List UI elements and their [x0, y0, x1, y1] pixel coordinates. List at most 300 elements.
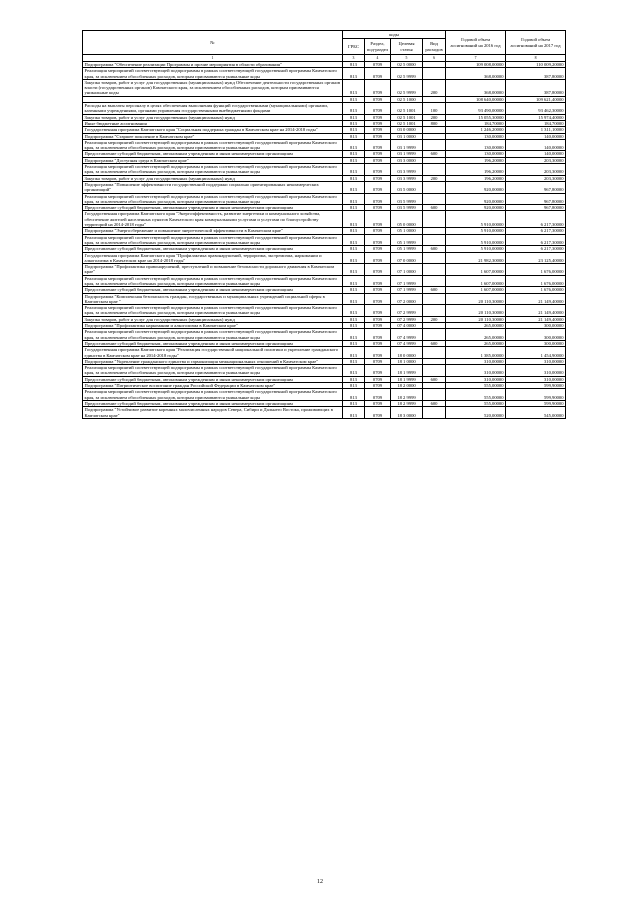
- row-amount-2016-cell: 1 607,00000: [446, 287, 506, 293]
- row-name-cell: Иные бюджетные ассигнования: [83, 120, 343, 126]
- row-name-cell: Государственная программа Камчатского края "Профилактика правонарушений, терроризма, экстремизма, наркомании и алкоголизма в Камчатском крае на 2014-2018 годы": [83, 252, 343, 264]
- row-name-cell: Предоставление субсидий бюджетным, автономным учреждениям и иным некоммерческим организациям: [83, 400, 343, 406]
- row-grbs-cell: 813: [343, 62, 365, 68]
- row-exp-type-cell: 600: [423, 400, 446, 406]
- row-grbs-cell: 813: [343, 305, 365, 317]
- row-exp-type-cell: 100: [423, 103, 446, 115]
- row-amount-2016-cell: 368,00000: [446, 68, 506, 80]
- row-amount-2016-cell: 20 110,30000: [446, 293, 506, 305]
- table-row: [83, 139, 566, 151]
- header-codes-group: коды: [343, 31, 446, 39]
- row-name-cell: Подпрограмма "Устойчивое развитие коренных малочисленных народов Севера, Сибири и Дальнего Востока, проживающих в Камчатском крае": [83, 407, 343, 419]
- row-exp-type-cell: [423, 139, 446, 151]
- row-exp-type-cell: 200: [423, 175, 446, 181]
- column-number: 7: [446, 55, 506, 62]
- row-section-cell: 0709: [365, 96, 391, 102]
- row-name-cell: Предоставление субсидий бюджетным, автономным учреждениям и иным некоммерческим организациям: [83, 246, 343, 252]
- row-section-cell: 0709: [365, 164, 391, 176]
- row-target-cell: 07 1 9999: [391, 275, 423, 287]
- row-name-cell: Реализация мероприятий соответствующей подпрограммы в рамках соответствующей государственной программы Камчатского края, за исключением обособленных расходов, которым присваиваются уникальные коды: [83, 193, 343, 205]
- row-target-cell: 07 4 9999: [391, 340, 423, 346]
- row-target-cell: 05 1 9999: [391, 246, 423, 252]
- row-section-cell: 0709: [365, 234, 391, 246]
- table-row: [83, 193, 566, 205]
- row-amount-2016-cell: 5 910,00000: [446, 211, 506, 228]
- row-name-cell: Подпрограмма "Повышение эффективности государственной поддержки социально ориентированных некоммерческих организаций": [83, 181, 343, 193]
- row-target-cell: 03 0 0000: [391, 127, 423, 133]
- row-section-cell: 0709: [365, 316, 391, 322]
- row-target-cell: 03 3 0000: [391, 157, 423, 163]
- row-grbs-cell: 813: [343, 79, 365, 96]
- row-amount-2017-cell: 387,80000: [506, 68, 566, 80]
- row-amount-2016-cell: 555,00000: [446, 389, 506, 401]
- row-amount-2016-cell: 196,20000: [446, 164, 506, 176]
- row-amount-2016-cell: 920,00000: [446, 205, 506, 211]
- row-name-cell: Подпрограмма "Обеспечение реализации Программы и прочие мероприятия в области образования": [83, 62, 343, 68]
- row-amount-2017-cell: 203,30000: [506, 175, 566, 181]
- row-name-cell: Государственная программа Камчатского края "Реализация государственной национальной политики и укрепление гражданского единства в Камчатском крае на 2014-2018 годы": [83, 347, 343, 359]
- row-amount-2016-cell: 5 910,00000: [446, 234, 506, 246]
- row-amount-2017-cell: 203,30000: [506, 164, 566, 176]
- row-grbs-cell: 813: [343, 264, 365, 276]
- row-amount-2016-cell: 15 055,30000: [446, 114, 506, 120]
- row-section-cell: 0709: [365, 407, 391, 419]
- row-name-cell: Подпрограмма "Профилактика наркомании и алкоголизма в Камчатском крае": [83, 323, 343, 329]
- row-section-cell: 0709: [365, 68, 391, 80]
- row-exp-type-cell: 600: [423, 376, 446, 382]
- row-amount-2016-cell: 520,00000: [446, 407, 506, 419]
- row-grbs-cell: 813: [343, 120, 365, 126]
- row-target-cell: 07 4 0000: [391, 323, 423, 329]
- table-row: [83, 347, 566, 359]
- row-amount-2016-cell: 1 385,00000: [446, 347, 506, 359]
- column-number: 1: [83, 55, 343, 62]
- table-header: [83, 31, 566, 55]
- column-number-row: [83, 55, 566, 62]
- budget-table-sheet: [82, 30, 565, 419]
- row-amount-2016-cell: 368,00000: [446, 79, 506, 96]
- header-2017: Годовой объем ассигнований на 2017 год: [506, 31, 566, 55]
- row-grbs-cell: 813: [343, 407, 365, 419]
- row-amount-2017-cell: 109 621,40000: [506, 96, 566, 102]
- row-target-cell: 02 5 9999: [391, 79, 423, 96]
- table-row: [83, 365, 566, 377]
- row-amount-2017-cell: 21 149,40000: [506, 316, 566, 322]
- row-exp-type-cell: [423, 193, 446, 205]
- row-target-cell: 18 2 0000: [391, 383, 423, 389]
- row-amount-2016-cell: 130,00000: [446, 139, 506, 151]
- row-amount-2017-cell: 599,90000: [506, 383, 566, 389]
- row-grbs-cell: 813: [343, 275, 365, 287]
- table-body: [83, 55, 566, 419]
- row-amount-2016-cell: 1 607,00000: [446, 264, 506, 276]
- table-row: [83, 329, 566, 341]
- row-section-cell: 0709: [365, 329, 391, 341]
- row-exp-type-cell: 600: [423, 151, 446, 157]
- row-exp-type-cell: [423, 275, 446, 287]
- row-section-cell: 0709: [365, 340, 391, 346]
- row-exp-type-cell: 200: [423, 114, 446, 120]
- row-amount-2017-cell: 599,90000: [506, 389, 566, 401]
- header-target: Целевая статья: [391, 39, 423, 55]
- row-section-cell: 0709: [365, 181, 391, 193]
- table-row: [83, 164, 566, 176]
- row-section-cell: 0709: [365, 139, 391, 151]
- row-grbs-cell: 813: [343, 389, 365, 401]
- row-amount-2017-cell: 93 462,30000: [506, 103, 566, 115]
- row-name-cell: Подпрограмма "Патриотическое воспитание граждан Российской Федерации в Камчатском крае": [83, 383, 343, 389]
- row-exp-type-cell: 800: [423, 120, 446, 126]
- row-amount-2016-cell: 265,00000: [446, 329, 506, 341]
- row-exp-type-cell: [423, 365, 446, 377]
- row-exp-type-cell: [423, 264, 446, 276]
- row-grbs-cell: 813: [343, 293, 365, 305]
- row-grbs-cell: 813: [343, 193, 365, 205]
- row-exp-type-cell: [423, 293, 446, 305]
- row-amount-2017-cell: 6 217,30000: [506, 211, 566, 228]
- row-name-cell: Расходы на выплаты персоналу в целях обеспечения выполнения функций государственными (муниципальными) органами, казенными учреждениями, органами управления государственными внебюджетными фондами: [83, 103, 343, 115]
- row-target-cell: 18 1 9999: [391, 376, 423, 382]
- row-grbs-cell: 813: [343, 164, 365, 176]
- row-name-cell: Предоставление субсидий бюджетным, автономным учреждениям и иным некоммерческим организациям: [83, 340, 343, 346]
- row-amount-2016-cell: 920,00000: [446, 193, 506, 205]
- row-grbs-cell: 813: [343, 103, 365, 115]
- row-grbs-cell: 813: [343, 175, 365, 181]
- row-name-cell: Предоставление субсидий бюджетным, автономным учреждениям и иным некоммерческим организациям: [83, 376, 343, 382]
- row-grbs-cell: 813: [343, 181, 365, 193]
- row-name-cell: Предоставление субсидий бюджетным, автономным учреждениям и иным некоммерческим организациям: [83, 151, 343, 157]
- row-exp-type-cell: [423, 305, 446, 317]
- row-amount-2016-cell: 20 110,30000: [446, 305, 506, 317]
- row-name-cell: Закупка товаров, работ и услуг для государственных (муниципальных) нужд: [83, 114, 343, 120]
- row-grbs-cell: 813: [343, 252, 365, 264]
- row-amount-2017-cell: 15 974,40000: [506, 114, 566, 120]
- row-amount-2017-cell: 300,00000: [506, 329, 566, 341]
- row-grbs-cell: 813: [343, 400, 365, 406]
- row-amount-2016-cell: 1 246,20000: [446, 127, 506, 133]
- row-grbs-cell: 813: [343, 139, 365, 151]
- row-amount-2017-cell: 1 311,10000: [506, 127, 566, 133]
- header-no: №: [83, 31, 343, 55]
- row-target-cell: 18 0 0000: [391, 347, 423, 359]
- row-grbs-cell: 813: [343, 211, 365, 228]
- table-row: [83, 252, 566, 264]
- table-row: [83, 275, 566, 287]
- row-exp-type-cell: [423, 347, 446, 359]
- table-row: [83, 293, 566, 305]
- row-target-cell: 02 5 1001: [391, 103, 423, 115]
- row-target-cell: 07 2 0000: [391, 293, 423, 305]
- row-name-cell: Подпрограмма "Комплексная безопасность граждан, государственных и муниципальных учреждений социальной сферы в Камчатском крае ": [83, 293, 343, 305]
- row-amount-2016-cell: 21 982,30000: [446, 252, 506, 264]
- row-amount-2016-cell: 310,00000: [446, 365, 506, 377]
- row-amount-2016-cell: 93 490,00000: [446, 103, 506, 115]
- row-grbs-cell: 813: [343, 96, 365, 102]
- table-row: [83, 389, 566, 401]
- row-grbs-cell: 813: [343, 234, 365, 246]
- row-grbs-cell: 813: [343, 133, 365, 139]
- table-row: [83, 181, 566, 193]
- row-amount-2016-cell: 196,20000: [446, 157, 506, 163]
- row-section-cell: 0709: [365, 193, 391, 205]
- row-name-cell: Реализация мероприятий соответствующей подпрограммы в рамках соответствующей государственной программы Камчатского края, за исключением обособленных расходов, которым присваиваются уникальные коды: [83, 68, 343, 80]
- row-exp-type-cell: [423, 68, 446, 80]
- row-exp-type-cell: [423, 181, 446, 193]
- row-section-cell: 0709: [365, 389, 391, 401]
- row-section-cell: 0709: [365, 175, 391, 181]
- row-section-cell: 0709: [365, 287, 391, 293]
- table-row: [83, 211, 566, 228]
- row-amount-2017-cell: 967,80000: [506, 193, 566, 205]
- row-amount-2017-cell: 599,90000: [506, 400, 566, 406]
- row-grbs-cell: 813: [343, 323, 365, 329]
- row-section-cell: 0709: [365, 120, 391, 126]
- row-section-cell: 0709: [365, 383, 391, 389]
- row-exp-type-cell: 600: [423, 340, 446, 346]
- row-section-cell: 0709: [365, 376, 391, 382]
- header-2016: Годовой объем ассигнований на 2016 год: [446, 31, 506, 55]
- row-name-cell: Закупка товаров, работ и услуг для государственных (муниципальных) нужд: [83, 316, 343, 322]
- row-amount-2016-cell: 555,00000: [446, 383, 506, 389]
- row-amount-2017-cell: 387,80000: [506, 79, 566, 96]
- table-row: [83, 407, 566, 419]
- row-name-cell: Подпрограмма "Профилактика правонарушений, преступлений и повышение безопасности дорожного движения в Камчатском крае": [83, 264, 343, 276]
- row-target-cell: 07 2 9999: [391, 305, 423, 317]
- row-grbs-cell: 813: [343, 114, 365, 120]
- row-grbs-cell: 813: [343, 157, 365, 163]
- row-amount-2016-cell: 555,00000: [446, 400, 506, 406]
- row-name-cell: Подпрограмма "Энергосбережение и повышение энергетической эффективности в Камчатском крае": [83, 228, 343, 234]
- row-section-cell: 0709: [365, 305, 391, 317]
- row-grbs-cell: 813: [343, 228, 365, 234]
- row-grbs-cell: 813: [343, 246, 365, 252]
- row-name-cell: Реализация мероприятий соответствующей подпрограммы в рамках соответствующей государственной программы Камчатского края, за исключением обособленных расходов, которым присваиваются уникальные коды: [83, 365, 343, 377]
- row-name-cell: Подпрограмма "Доступная среда в Камчатском крае": [83, 157, 343, 163]
- row-target-cell: 18 2 9999: [391, 389, 423, 401]
- row-amount-2017-cell: 6 217,30000: [506, 234, 566, 246]
- row-exp-type-cell: 200: [423, 79, 446, 96]
- row-target-cell: 07 1 9999: [391, 287, 423, 293]
- row-grbs-cell: 813: [343, 358, 365, 364]
- row-target-cell: 18 3 0000: [391, 407, 423, 419]
- header-section: Раздел, под-раздел: [365, 39, 391, 55]
- row-grbs-cell: 813: [343, 151, 365, 157]
- row-name-cell: Реализация мероприятий соответствующей подпрограммы в рамках соответствующей государственной программы Камчатского края, за исключением обособленных расходов, которым присваиваются уникальные коды: [83, 305, 343, 317]
- row-amount-2017-cell: 184,70000: [506, 120, 566, 126]
- row-target-cell: 03 1 0000: [391, 133, 423, 139]
- row-amount-2017-cell: 140,00000: [506, 133, 566, 139]
- row-amount-2016-cell: 184,70000: [446, 120, 506, 126]
- row-target-cell: 02 5 1001: [391, 114, 423, 120]
- row-section-cell: 0709: [365, 365, 391, 377]
- row-target-cell: 03 1 9999: [391, 139, 423, 151]
- row-target-cell: 05 1 0000: [391, 228, 423, 234]
- row-target-cell: 02 5 1001: [391, 120, 423, 126]
- row-amount-2017-cell: 110 009,20000: [506, 62, 566, 68]
- row-amount-2017-cell: 6 217,30000: [506, 246, 566, 252]
- column-number: 8: [506, 55, 566, 62]
- row-name-cell: Государственная программа Камчатского края "Социальная поддержка граждан в Камчатском крае на 2014-2018 годы": [83, 127, 343, 133]
- row-name-cell: Реализация мероприятий соответствующей подпрограммы в рамках соответствующей государственной программы Камчатского края, за исключением обособленных расходов, которым присваиваются уникальные коды: [83, 275, 343, 287]
- header-exp-type: Вид расходов: [423, 39, 446, 55]
- row-section-cell: 0709: [365, 252, 391, 264]
- page-number: 12: [317, 879, 323, 885]
- row-name-cell: Закупка товаров, работ и услуг для государственных (муниципальных) нужд: [83, 175, 343, 181]
- row-section-cell: 0709: [365, 323, 391, 329]
- column-number: 4: [365, 55, 391, 62]
- row-name-cell: Реализация мероприятий соответствующей подпрограммы в рамках соответствующей государственной программы Камчатского края, за исключением обособленных расходов, которым присваиваются уникальные коды: [83, 329, 343, 341]
- row-name-cell: Реализация мероприятий соответствующей подпрограммы в рамках соответствующей государственной программы Камчатского края, за исключением обособленных расходов, которым присваиваются уникальные коды: [83, 234, 343, 246]
- row-amount-2017-cell: 140,00000: [506, 151, 566, 157]
- row-exp-type-cell: 200: [423, 316, 446, 322]
- row-target-cell: 03 5 0000: [391, 181, 423, 193]
- row-grbs-cell: 813: [343, 316, 365, 322]
- row-section-cell: 0709: [365, 264, 391, 276]
- row-section-cell: 0709: [365, 358, 391, 364]
- row-section-cell: 0709: [365, 275, 391, 287]
- row-grbs-cell: 813: [343, 365, 365, 377]
- row-section-cell: 0709: [365, 79, 391, 96]
- header-grbs: ГРБС: [343, 39, 365, 55]
- row-amount-2017-cell: 23 125,40000: [506, 252, 566, 264]
- row-amount-2016-cell: 196,20000: [446, 175, 506, 181]
- row-target-cell: 07 0 0000: [391, 252, 423, 264]
- row-exp-type-cell: 600: [423, 205, 446, 211]
- row-target-cell: 18 1 9999: [391, 365, 423, 377]
- row-section-cell: 0709: [365, 246, 391, 252]
- row-amount-2016-cell: 265,00000: [446, 340, 506, 346]
- row-target-cell: 05 0 0000: [391, 211, 423, 228]
- column-number: 5: [391, 55, 423, 62]
- row-name-cell: Реализация мероприятий соответствующей подпрограммы в рамках соответствующей государственной программы Камчатского края, за исключением обособленных расходов, которым присваиваются уникальные коды: [83, 389, 343, 401]
- row-amount-2017-cell: 1 454,90000: [506, 347, 566, 359]
- row-section-cell: 0709: [365, 347, 391, 359]
- row-section-cell: 0709: [365, 157, 391, 163]
- row-section-cell: 0709: [365, 211, 391, 228]
- row-amount-2016-cell: 108 640,00000: [446, 96, 506, 102]
- row-exp-type-cell: [423, 329, 446, 341]
- row-amount-2016-cell: 310,00000: [446, 358, 506, 364]
- row-exp-type-cell: 600: [423, 246, 446, 252]
- row-exp-type-cell: [423, 389, 446, 401]
- row-section-cell: 0709: [365, 228, 391, 234]
- row-name-cell: Предоставление субсидий бюджетным, автономным учреждениям и иным некоммерческим организациям: [83, 287, 343, 293]
- row-amount-2017-cell: 203,30000: [506, 157, 566, 163]
- row-exp-type-cell: [423, 234, 446, 246]
- row-name-cell: Подпрограмма "Старшее поколение в Камчатском крае": [83, 133, 343, 139]
- row-amount-2017-cell: 1 676,00000: [506, 275, 566, 287]
- budget-table: [82, 30, 566, 419]
- table-row: [83, 79, 566, 96]
- row-target-cell: 18 2 9999: [391, 400, 423, 406]
- row-target-cell: 02 5 9999: [391, 68, 423, 80]
- row-amount-2017-cell: 140,00000: [506, 139, 566, 151]
- row-exp-type-cell: [423, 211, 446, 228]
- table-row: [83, 305, 566, 317]
- row-amount-2017-cell: 1 676,00000: [506, 264, 566, 276]
- table-row: [83, 103, 566, 115]
- row-name-cell: Предоставление субсидий бюджетным, автономным учреждениям и иным некоммерческим организациям: [83, 205, 343, 211]
- row-name-cell: Государственная программа Камчатского края "Энергоэффективность, развитие энергетики и коммунального хозяйства, обеспечение жителей населенных пунктов Камчатского края коммунальными услугами и услугами по благоустройству территорий на 2014-2018 годы": [83, 211, 343, 228]
- row-target-cell: 05 1 9999: [391, 234, 423, 246]
- row-name-cell: Реализация мероприятий соответствующей подпрограммы в рамках соответствующей государственной программы Камчатского края, за исключением обособленных расходов, которым присваиваются уникальные коды: [83, 139, 343, 151]
- row-amount-2017-cell: 6 217,30000: [506, 228, 566, 234]
- row-target-cell: 02 5 1000: [391, 96, 423, 102]
- row-amount-2016-cell: 1 607,00000: [446, 275, 506, 287]
- row-amount-2017-cell: 21 149,40000: [506, 293, 566, 305]
- row-section-cell: 0709: [365, 205, 391, 211]
- row-amount-2016-cell: 310,00000: [446, 376, 506, 382]
- column-number: 3: [343, 55, 365, 62]
- row-target-cell: 03 5 9999: [391, 193, 423, 205]
- row-section-cell: 0709: [365, 400, 391, 406]
- row-amount-2017-cell: 310,00000: [506, 365, 566, 377]
- row-section-cell: 0709: [365, 62, 391, 68]
- column-number: 6: [423, 55, 446, 62]
- row-target-cell: 03 3 9999: [391, 164, 423, 176]
- row-name-cell: Подпрограмма "Укрепление гражданского единства и гармонизация межнациональных отношений в Камчатском крае": [83, 358, 343, 364]
- row-exp-type-cell: [423, 164, 446, 176]
- row-amount-2016-cell: 130,00000: [446, 133, 506, 139]
- row-section-cell: 0709: [365, 127, 391, 133]
- row-grbs-cell: 813: [343, 205, 365, 211]
- row-target-cell: 03 1 9999: [391, 151, 423, 157]
- row-amount-2017-cell: 300,00000: [506, 323, 566, 329]
- row-target-cell: 07 1 0000: [391, 264, 423, 276]
- table-row: [83, 68, 566, 80]
- row-exp-type-cell: [423, 407, 446, 419]
- row-amount-2017-cell: 310,00000: [506, 376, 566, 382]
- row-target-cell: 18 1 0000: [391, 358, 423, 364]
- table-row: [83, 234, 566, 246]
- row-amount-2017-cell: 300,00000: [506, 340, 566, 346]
- row-grbs-cell: 813: [343, 383, 365, 389]
- row-section-cell: 0709: [365, 114, 391, 120]
- row-grbs-cell: 813: [343, 287, 365, 293]
- row-grbs-cell: 813: [343, 376, 365, 382]
- row-amount-2017-cell: 967,80000: [506, 181, 566, 193]
- row-section-cell: 0709: [365, 151, 391, 157]
- row-amount-2017-cell: 21 149,40000: [506, 305, 566, 317]
- row-amount-2016-cell: 5 910,00000: [446, 246, 506, 252]
- row-exp-type-cell: [423, 252, 446, 264]
- row-name-cell: Закупка товаров, работ и услуг для государственных (муниципальных) нужд Обеспечение деятельности государственных органов власти (государственных органов) Камчатского края, за исключением обособленных расходов, которым присваиваются уникальные коды: [83, 79, 343, 96]
- row-target-cell: 07 2 9999: [391, 316, 423, 322]
- row-grbs-cell: 813: [343, 347, 365, 359]
- row-amount-2017-cell: 310,00000: [506, 358, 566, 364]
- row-amount-2017-cell: 1 676,00000: [506, 287, 566, 293]
- row-target-cell: 07 4 9999: [391, 329, 423, 341]
- row-grbs-cell: 813: [343, 329, 365, 341]
- row-exp-type-cell: 600: [423, 287, 446, 293]
- row-amount-2016-cell: 20 110,30000: [446, 316, 506, 322]
- row-name-cell: Реализация мероприятий соответствующей подпрограммы в рамках соответствующей государственной программы Камчатского края, за исключением обособленных расходов, которым присваиваются уникальные коды: [83, 164, 343, 176]
- row-amount-2016-cell: 130,00000: [446, 151, 506, 157]
- row-amount-2016-cell: 265,00000: [446, 323, 506, 329]
- row-grbs-cell: 813: [343, 127, 365, 133]
- row-amount-2016-cell: 5 910,00000: [446, 228, 506, 234]
- row-amount-2016-cell: 109 008,00000: [446, 62, 506, 68]
- row-target-cell: 03 3 9999: [391, 175, 423, 181]
- row-amount-2017-cell: 545,00000: [506, 407, 566, 419]
- row-amount-2017-cell: 967,80000: [506, 205, 566, 211]
- row-target-cell: 02 5 0000: [391, 62, 423, 68]
- table-row: [83, 264, 566, 276]
- row-section-cell: 0709: [365, 293, 391, 305]
- row-section-cell: 0709: [365, 133, 391, 139]
- row-amount-2016-cell: 920,00000: [446, 181, 506, 193]
- row-section-cell: 0709: [365, 103, 391, 115]
